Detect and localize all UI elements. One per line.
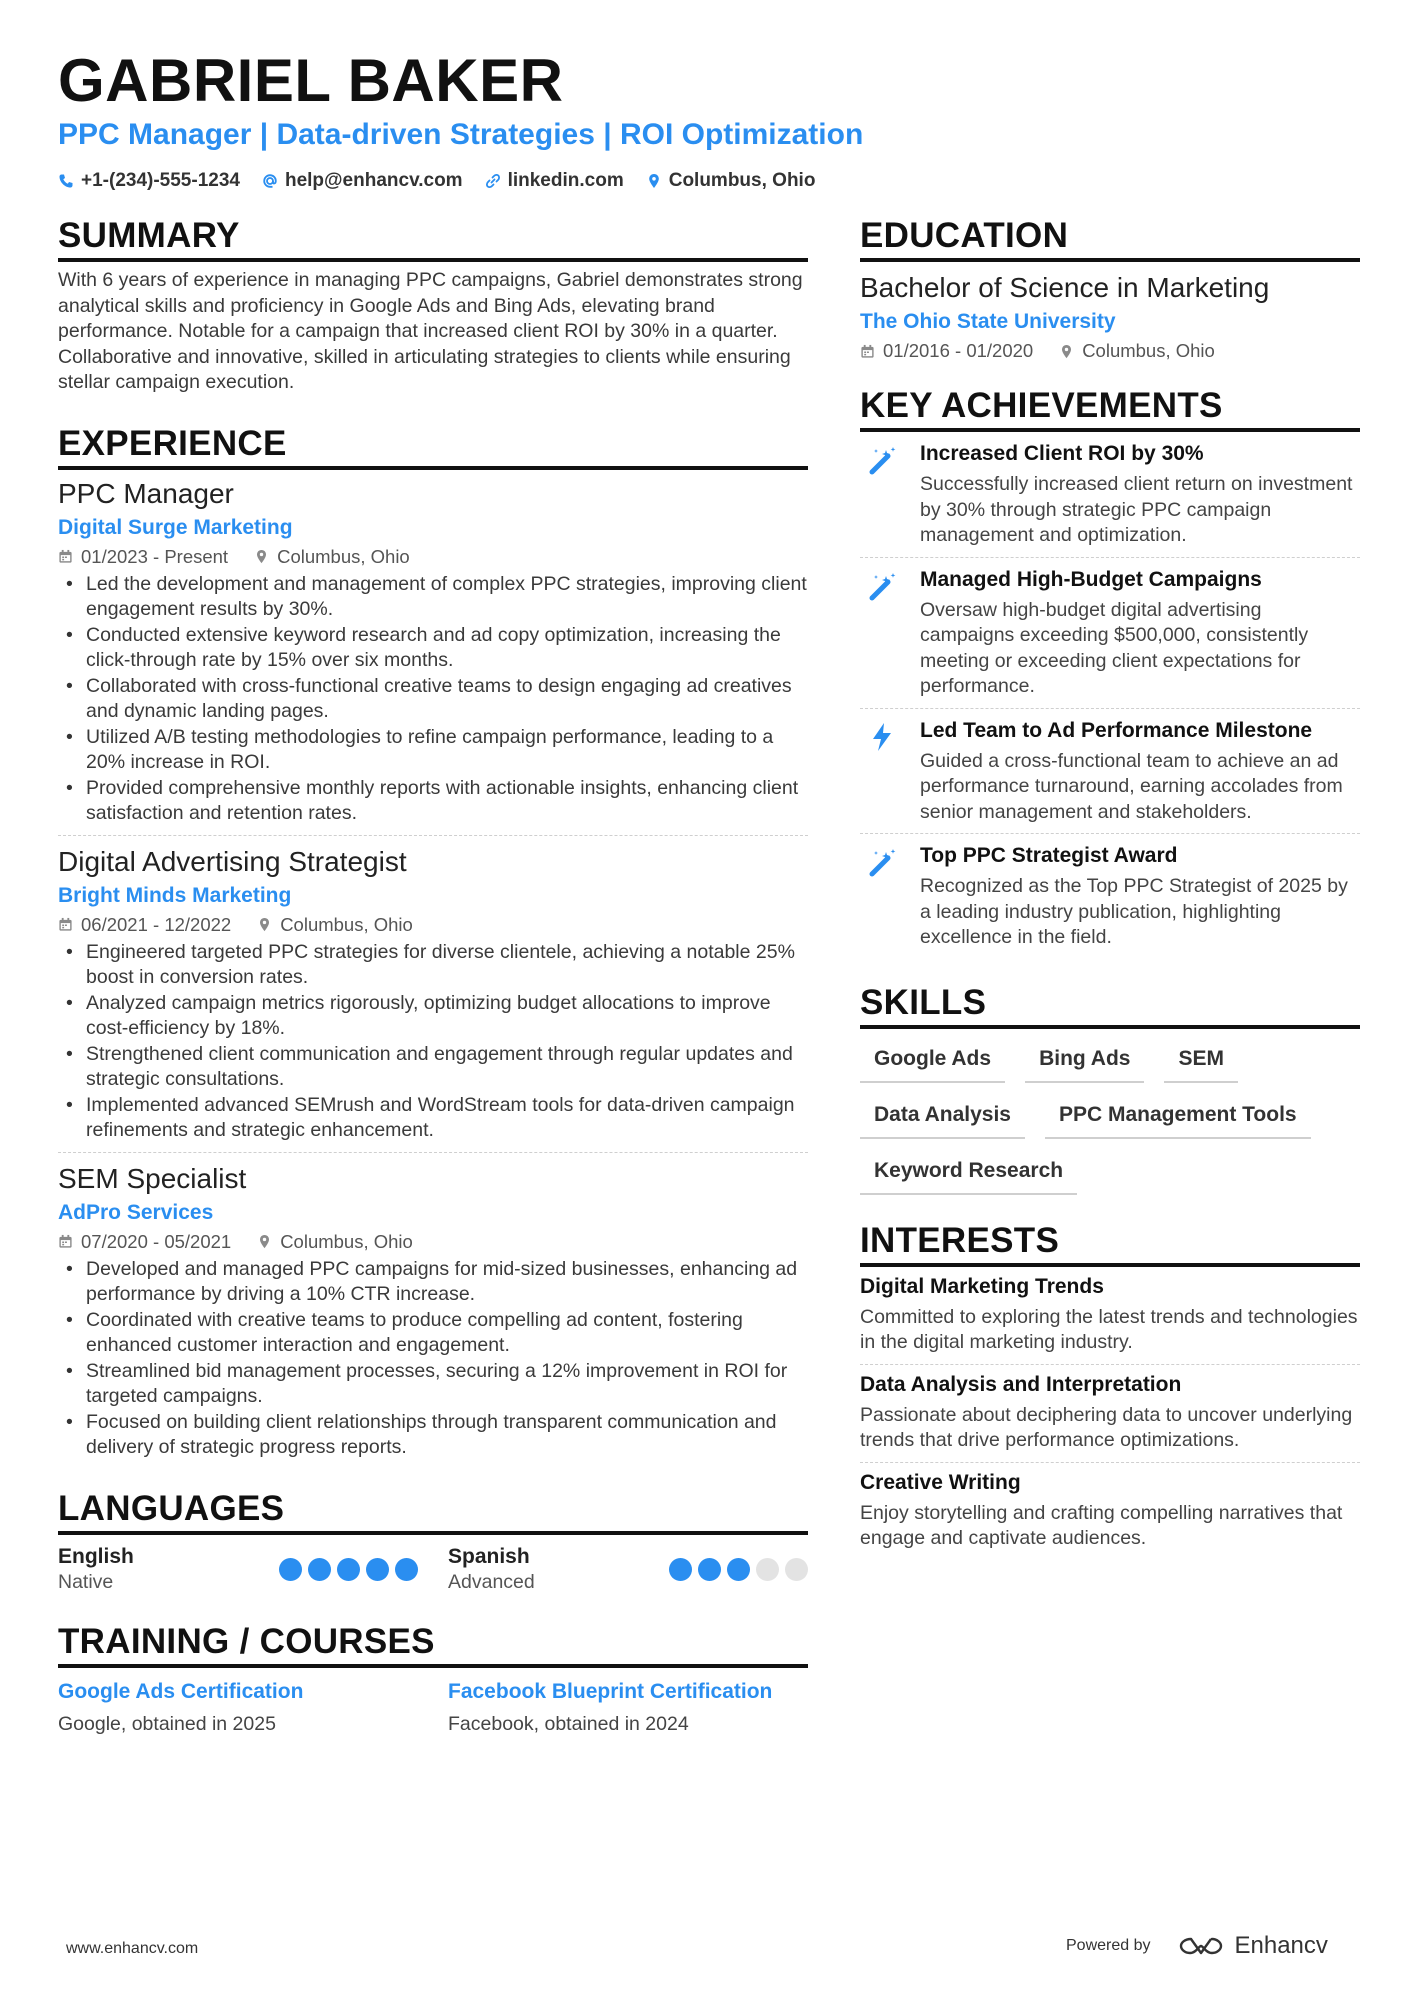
job-bullet: • Engineered targeted PPC strategies for diverse clientele, achieving a notable 25% boost in conversion rates. bbox=[58, 940, 808, 991]
education-meta bbox=[860, 340, 1360, 362]
job-bullets bbox=[58, 1257, 808, 1461]
achievement-body bbox=[920, 568, 1360, 700]
contact-linkedin[interactable] bbox=[485, 170, 624, 192]
section-title-achievements: KEY ACHIEVEMENTS bbox=[860, 386, 1360, 432]
achievement-desc: Oversaw high-budget digital advertising campaigns exceeding $500,000, consistently meeting or exceeding client expectations for performance. bbox=[920, 598, 1309, 697]
training-title: Facebook Blueprint Certification bbox=[448, 1679, 773, 1703]
achievement-icon-wrap bbox=[860, 844, 904, 951]
job-bullet: • Focused on building client relationships through transparent communication and delivery of strategic progress reports. bbox=[58, 1410, 808, 1461]
footer-website[interactable]: www.enhancv.com bbox=[66, 1940, 199, 1957]
job-bullet: • Utilized A/B testing methodologies to refine campaign performance, leading to a 20% increase in ROI. bbox=[58, 725, 808, 776]
job-bullet: • Developed and managed PPC campaigns for mid-sized businesses, enhancing ad performance by driving a 10% CTR increase. bbox=[58, 1257, 808, 1308]
job-location bbox=[257, 1231, 413, 1253]
training-section bbox=[58, 1622, 808, 1736]
section-title-skills: SKILLS bbox=[860, 983, 1360, 1029]
location-pin-icon bbox=[257, 917, 272, 932]
education-location bbox=[1059, 340, 1215, 362]
skill-tag: SEM bbox=[1164, 1041, 1238, 1083]
language-name: Spanish bbox=[448, 1544, 530, 1568]
magic-wand-icon bbox=[866, 570, 898, 602]
experience-section bbox=[58, 424, 808, 1469]
training-item bbox=[448, 1678, 778, 1736]
rating-dot-filled bbox=[308, 1558, 331, 1581]
language-level: Native bbox=[58, 1570, 114, 1593]
contact-phone-text: +1-(234)-555-1234 bbox=[81, 170, 240, 191]
achievement-desc: Successfully increased client return on investment by 30% through strategic PPC campaign management and optimization. bbox=[920, 473, 1353, 546]
job-bullets bbox=[58, 940, 808, 1144]
calendar-icon bbox=[58, 917, 73, 932]
achievement-title: Led Team to Ad Performance Milestone bbox=[920, 718, 1313, 742]
interests-section bbox=[860, 1221, 1360, 1560]
location-pin-icon bbox=[257, 1234, 272, 1249]
achievement-icon-wrap bbox=[860, 568, 904, 700]
achievement-desc: Recognized as the Top PPC Strategist of 2025 by a leading industry publication, highlighting excellence in the field. bbox=[920, 875, 1348, 948]
language-rating bbox=[279, 1558, 418, 1581]
education-dates bbox=[860, 340, 1033, 362]
achievement-title: Top PPC Strategist Award bbox=[920, 844, 1178, 867]
interest-desc: Committed to exploring the latest trends and technologies in the digital marketing industry. bbox=[860, 1305, 1358, 1353]
training-list bbox=[58, 1678, 808, 1736]
language-level: Advanced bbox=[448, 1570, 535, 1593]
achievement-item bbox=[860, 558, 1360, 709]
contact-bar bbox=[58, 170, 815, 192]
calendar-icon bbox=[58, 549, 73, 564]
location-pin-icon bbox=[254, 549, 269, 564]
summary-text: With 6 years of experience in managing PPC campaigns, Gabriel demonstrates strong analytical skills and proficiency in Google Ads and Bing Ads, elevating brand performance. Notable for a campaign that increased client ROI by 30% in a quarter. Collaborative and innovative, skilled in articulating strategies to clients while ensuring stellar campaign execution. bbox=[58, 269, 803, 393]
language-text bbox=[448, 1545, 535, 1594]
job-title: Digital Advertising Strategist bbox=[58, 845, 407, 877]
location-pin-icon bbox=[646, 173, 662, 189]
job-location-text: Columbus, Ohio bbox=[280, 913, 413, 935]
skills-section bbox=[860, 983, 1360, 1195]
job-bullet: • Provided comprehensive monthly reports with actionable insights, enhancing client satisfaction and retention rates. bbox=[58, 776, 808, 827]
education-dates-text: 01/2016 - 01/2020 bbox=[883, 340, 1034, 361]
interest-item bbox=[860, 1267, 1360, 1365]
training-desc: Facebook, obtained in 2024 bbox=[448, 1712, 689, 1735]
job-location bbox=[254, 546, 410, 568]
at-icon bbox=[262, 173, 278, 189]
achievements-section bbox=[860, 386, 1360, 959]
school-name: The Ohio State University bbox=[860, 310, 1116, 333]
job-location-text: Columbus, Ohio bbox=[277, 545, 410, 567]
contact-email[interactable] bbox=[262, 170, 463, 192]
language-item bbox=[58, 1545, 418, 1594]
contact-email-text: help@enhancv.com bbox=[284, 170, 463, 191]
job-bullet: • Coordinated with creative teams to produce compelling ad content, fostering enhanced customer interaction and engagement. bbox=[58, 1308, 808, 1359]
education-section bbox=[860, 216, 1360, 362]
language-text bbox=[58, 1545, 134, 1594]
achievement-icon-wrap bbox=[860, 719, 904, 826]
section-title-summary: SUMMARY bbox=[58, 216, 808, 262]
language-item bbox=[448, 1545, 808, 1594]
contact-location bbox=[646, 170, 816, 192]
left-column bbox=[58, 216, 808, 1756]
calendar-icon bbox=[860, 344, 875, 359]
brand-name: Enhancv bbox=[1234, 1932, 1328, 1959]
contact-phone[interactable] bbox=[58, 170, 240, 192]
enhancv-logo[interactable] bbox=[1177, 1932, 1328, 1960]
section-title-training: TRAINING / COURSES bbox=[58, 1622, 808, 1668]
section-title-interests: INTERESTS bbox=[860, 1221, 1360, 1267]
achievement-icon-wrap bbox=[860, 442, 904, 549]
job-dates bbox=[58, 1231, 231, 1253]
company-name: AdPro Services bbox=[58, 1200, 214, 1224]
training-item bbox=[58, 1678, 418, 1736]
company-name: Bright Minds Marketing bbox=[58, 883, 292, 907]
location-pin-icon bbox=[1059, 344, 1074, 359]
rating-dot-empty bbox=[785, 1558, 808, 1581]
job-dates bbox=[58, 914, 231, 936]
candidate-headline: PPC Manager | Data-driven Strategies | ROI Optimization bbox=[58, 118, 864, 151]
achievement-desc: Guided a cross-functional team to achieve an ad performance turnaround, earning accolades from senior management and stakeholders. bbox=[920, 749, 1343, 823]
rating-dot-filled bbox=[366, 1558, 389, 1581]
right-column bbox=[860, 216, 1360, 1580]
job-entry bbox=[58, 1163, 808, 1469]
job-entry bbox=[58, 846, 808, 1153]
phone-icon bbox=[58, 173, 74, 189]
section-title-experience: EXPERIENCE bbox=[58, 424, 808, 470]
magic-wand-icon bbox=[866, 444, 898, 476]
achievement-body bbox=[920, 844, 1360, 951]
candidate-name: GABRIEL BAKER bbox=[58, 47, 564, 114]
magic-wand-icon bbox=[866, 846, 898, 878]
rating-dot-filled bbox=[698, 1558, 721, 1581]
contact-location-text: Columbus, Ohio bbox=[668, 170, 816, 191]
company-name: Digital Surge Marketing bbox=[58, 515, 293, 539]
rating-dot-filled bbox=[279, 1558, 302, 1581]
job-dates-text: 07/2020 - 05/2021 bbox=[81, 1230, 232, 1252]
job-bullet: • Implemented advanced SEMrush and WordStream tools for data-driven campaign refinements and strategic enhancement. bbox=[58, 1093, 808, 1144]
job-bullets bbox=[58, 572, 808, 827]
job-location bbox=[257, 914, 413, 936]
interest-item bbox=[860, 1463, 1360, 1560]
achievement-title: Increased Client ROI by 30% bbox=[920, 442, 1204, 465]
contact-linkedin-text: linkedin.com bbox=[507, 170, 624, 191]
language-name: English bbox=[58, 1544, 134, 1568]
job-meta bbox=[58, 914, 808, 936]
rating-dot-empty bbox=[756, 1558, 779, 1581]
achievement-item bbox=[860, 709, 1360, 835]
job-entry bbox=[58, 478, 808, 836]
job-bullet: • Conducted extensive keyword research and ad copy optimization, increasing the click-through rate by 15% over six months. bbox=[58, 623, 808, 674]
job-dates-text: 06/2021 - 12/2022 bbox=[81, 913, 232, 935]
skill-tag: Data Analysis bbox=[860, 1097, 1025, 1139]
interest-title: Creative Writing bbox=[860, 1470, 1021, 1494]
skill-tag: Bing Ads bbox=[1025, 1041, 1144, 1083]
achievement-body bbox=[920, 442, 1360, 549]
section-title-education: EDUCATION bbox=[860, 216, 1360, 262]
achievement-body bbox=[920, 719, 1360, 826]
job-location-text: Columbus, Ohio bbox=[280, 1230, 413, 1252]
skill-tag: Keyword Research bbox=[860, 1153, 1077, 1195]
languages-section bbox=[58, 1489, 808, 1594]
interest-desc: Enjoy storytelling and crafting compelling narratives that engage and captivate audiences. bbox=[860, 1501, 1343, 1549]
rating-dot-filled bbox=[727, 1558, 750, 1581]
job-bullet: • Analyzed campaign metrics rigorously, optimizing budget allocations to improve cost-efficiency by 18%. bbox=[58, 991, 808, 1042]
training-desc: Google, obtained in 2025 bbox=[58, 1712, 276, 1735]
job-bullet: • Led the development and management of complex PPC strategies, improving client engagement results by 30%. bbox=[58, 572, 808, 623]
rating-dot-filled bbox=[337, 1558, 360, 1581]
interest-title: Digital Marketing Trends bbox=[860, 1274, 1104, 1298]
skill-tag: Google Ads bbox=[860, 1041, 1005, 1083]
link-icon bbox=[485, 173, 501, 189]
summary-section bbox=[58, 216, 808, 396]
job-meta bbox=[58, 546, 808, 568]
achievement-item bbox=[860, 432, 1360, 558]
achievement-title: Managed High-Budget Campaigns bbox=[920, 567, 1262, 591]
job-meta bbox=[58, 1231, 808, 1253]
interest-item bbox=[860, 1365, 1360, 1463]
skills-list bbox=[860, 1041, 1360, 1195]
skill-tag: PPC Management Tools bbox=[1045, 1097, 1311, 1139]
job-bullet: • Collaborated with cross-functional creative teams to design engaging ad creatives and dynamic landing pages. bbox=[58, 674, 808, 725]
rating-dot-filled bbox=[669, 1558, 692, 1581]
powered-by-label: Powered by bbox=[1066, 1937, 1151, 1954]
job-title: PPC Manager bbox=[58, 477, 234, 509]
lightning-bolt-icon bbox=[866, 721, 898, 753]
degree-title: Bachelor of Science in Marketing bbox=[860, 272, 1270, 303]
job-bullet: • Strengthened client communication and engagement through regular updates and strategic consultations. bbox=[58, 1042, 808, 1093]
language-rating bbox=[669, 1558, 808, 1581]
enhancv-logo-icon bbox=[1177, 1934, 1225, 1958]
languages-list bbox=[58, 1545, 808, 1594]
job-dates-text: 01/2023 - Present bbox=[81, 545, 229, 567]
job-bullet: • Streamlined bid management processes, securing a 12% improvement in ROI for targeted campaigns. bbox=[58, 1359, 808, 1410]
training-title: Google Ads Certification bbox=[58, 1679, 304, 1703]
job-dates bbox=[58, 546, 228, 568]
calendar-icon bbox=[58, 1234, 73, 1249]
education-location-text: Columbus, Ohio bbox=[1082, 340, 1215, 361]
section-title-languages: LANGUAGES bbox=[58, 1489, 808, 1535]
interest-desc: Passionate about deciphering data to uncover underlying trends that drive performance optimizations. bbox=[860, 1403, 1353, 1451]
interest-title: Data Analysis and Interpretation bbox=[860, 1372, 1182, 1396]
achievement-item bbox=[860, 834, 1360, 959]
footer-branding bbox=[1066, 1932, 1328, 1960]
rating-dot-filled bbox=[395, 1558, 418, 1581]
job-title: SEM Specialist bbox=[58, 1162, 247, 1194]
